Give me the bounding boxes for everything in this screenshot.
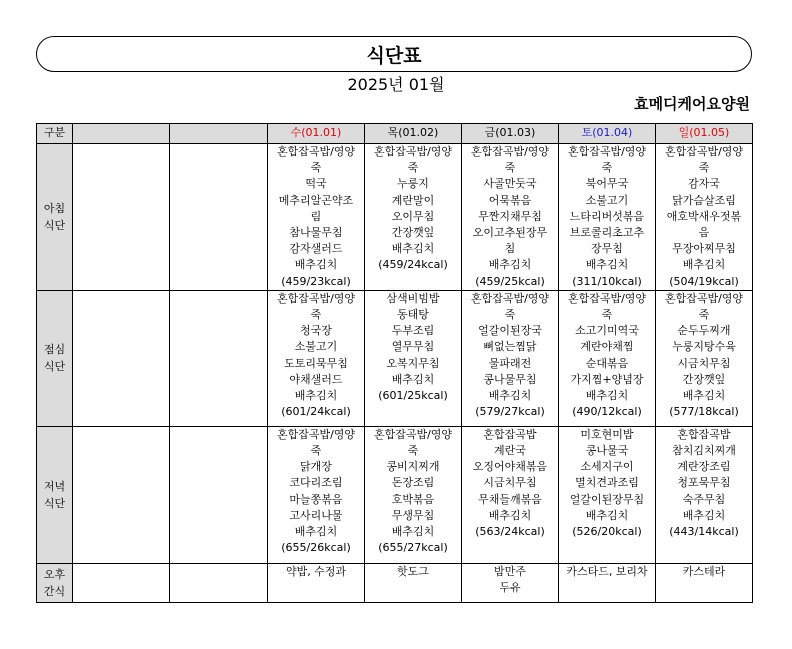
menu-line: 미호현미밥 [580,427,634,441]
organization-name: 효메디케어요양원 [634,95,750,113]
title-banner [36,36,752,72]
meal-cell [656,426,753,563]
menu-line: 침 [504,242,516,256]
menu-line: (459/23kcal) [281,274,351,288]
menu-line: (577/18kcal) [669,405,739,419]
menu-line: 참나물무침 [289,226,343,240]
menu-line: 무장아찌무침 [672,242,736,256]
header-day-1: 수(01.01) [268,124,365,144]
menu-line: 배추김치 [682,508,726,522]
menu-line: 열무무침 [391,340,435,354]
lunch-row [37,290,753,426]
menu-line: (459/25kcal) [475,274,545,288]
menu-line: 배추김치 [488,389,532,403]
menu-line: 순두두찌개 [677,324,731,338]
menu-line: 동태탕 [397,308,429,322]
menu-line: 콩나물국 [585,444,629,458]
menu-line: 혼합잡곡밥/영양 [373,427,453,441]
menu-line: (601/25kcal) [378,389,448,403]
meal-cell [462,563,559,602]
meal-cell [462,290,559,426]
meal-cell [268,144,365,291]
menu-line: 감자국 [688,177,720,191]
menu-line: (579/27kcal) [475,405,545,419]
menu-line: 어묵볶음 [488,193,532,207]
menu-line: 호박볶음 [391,492,435,506]
menu-line: 사골만둣국 [483,177,537,191]
blank-cell [73,144,170,291]
blank-cell [170,290,268,426]
menu-line: 계란장조림 [677,460,731,474]
menu-line: 카스테라 [682,564,726,578]
header-row [37,124,753,144]
blank-cell [73,290,170,426]
menu-line: 마늘쫑볶음 [289,492,343,506]
menu-line: 죽 [407,161,419,175]
menu-line: 닭가슴살조림 [672,193,736,207]
menu-line: 시금치무침 [483,476,537,490]
menu-line: (443/14kcal) [669,525,739,539]
menu-line: 느타리버섯볶음 [569,209,645,223]
menu-line: 오복지무침 [386,356,440,370]
menu-line: 혼합잡곡밥/영양 [373,145,453,158]
menu-line: 뼈없는찜닭 [483,340,537,354]
menu-line: 순대볶음 [585,356,629,370]
header-blank-1 [73,124,170,144]
meal-cell [268,426,365,563]
menu-line: 죽 [310,308,322,322]
blank-cell [73,563,170,602]
blank-cell [170,144,268,291]
header-day-4: 토(01.04) [559,124,656,144]
menu-line: (655/27kcal) [378,541,448,555]
blank-cell [170,426,268,563]
menu-line: 혼합잡곡밥/영양 [664,145,744,158]
menu-line: 배추김치 [585,389,629,403]
menu-line: 얼갈이된장국 [478,324,542,338]
menu-line: 야채샐러드 [289,372,343,386]
meal-cell [268,563,365,602]
menu-line: 닭개장 [300,460,332,474]
menu-line: 북어무국 [585,177,629,191]
menu-line: 콩나물무침 [483,372,537,386]
meal-cell [365,426,462,563]
meal-table [36,123,753,603]
menu-line: (526/20kcal) [572,525,642,539]
menu-line: 청포묵무침 [677,476,731,490]
menu-line: 누룽지 [397,177,429,191]
menu-line: (459/24kcal) [378,258,448,272]
menu-line: 소불고기 [294,340,338,354]
meal-label-lunch: 점심 식단 [37,290,73,426]
menu-line: 배추김치 [391,372,435,386]
meal-cell [559,290,656,426]
menu-line: 돈장조림 [391,476,435,490]
dinner-row [37,426,753,563]
menu-line: 메추리알곤약조 [278,193,354,207]
menu-line: 떡국 [305,177,327,191]
blank-cell [170,563,268,602]
meal-cell [656,563,753,602]
menu-line: 밤만주 [494,564,526,578]
menu-line: 혼합잡곡밥 [677,427,731,441]
meal-cell [365,144,462,291]
menu-line: 배추김치 [391,242,435,256]
meal-cell [656,290,753,426]
blank-cell [73,426,170,563]
meal-label-dinner: 저녁 식단 [37,426,73,563]
menu-line: 간장깻잎 [682,372,726,386]
menu-line: 브로콜리초고추 [569,226,645,240]
menu-line: 혼합잡곡밥/영양 [276,427,356,441]
menu-line: 죽 [310,161,322,175]
header-blank-2 [170,124,268,144]
menu-line: 죽 [504,308,516,322]
menu-line: 배추김치 [294,389,338,403]
meal-cell [559,426,656,563]
menu-line: 삼색비빔밥 [386,291,440,305]
header-day-3: 금(01.03) [462,124,559,144]
menu-line: 죽 [698,161,710,175]
menu-line: 죽 [407,444,419,458]
menu-line: 림 [310,209,322,223]
menu-line: 혼합잡곡밥/영양 [567,291,647,305]
header-day-5: 일(01.05) [656,124,753,144]
menu-line: 물파래전 [488,356,532,370]
period-label: 2025년 01월 [347,75,445,94]
menu-line: 죽 [601,161,613,175]
menu-line: 가지찜+양념장 [570,372,644,386]
menu-line: (490/12kcal) [572,405,642,419]
menu-line: 감자샐러드 [289,242,343,256]
menu-line: (601/24kcal) [281,405,351,419]
meal-cell [268,290,365,426]
meal-cell [559,144,656,291]
menu-line: 얼갈이된장무침 [569,492,645,506]
menu-line: 배추김치 [682,258,726,272]
menu-line: 소불고기 [585,193,629,207]
meal-cell [462,426,559,563]
page-title: 식단표 [366,44,422,67]
menu-line: 오이고추된장무 [472,226,548,240]
menu-line: 계란국 [494,444,526,458]
menu-line: 애호박새우젓볶 [666,209,742,223]
meal-label-breakfast: 아침 식단 [37,144,73,291]
menu-line: (563/24kcal) [475,525,545,539]
menu-line: 계란야채찜 [580,340,634,354]
menu-line: 약밥, 수정과 [285,564,347,578]
menu-line: 죽 [601,308,613,322]
menu-line: 콩비지찌개 [386,460,440,474]
menu-line: 오이무침 [391,209,435,223]
menu-line: 두부조림 [391,324,435,338]
menu-line: 카스타드, 보리차 [566,564,648,578]
menu-line: 무짠지채무침 [478,209,542,223]
header-day-2: 목(01.02) [365,124,462,144]
menu-line: 혼합잡곡밥/영양 [664,291,744,305]
menu-line: 혼합잡곡밥/영양 [276,291,356,305]
menu-line: 배추김치 [488,508,532,522]
menu-line: 혼합잡곡밥/영양 [276,145,356,158]
menu-line: 장무침 [591,242,623,256]
menu-line: 혼합잡곡밥/영양 [470,291,550,305]
menu-line: 배추김치 [488,258,532,272]
menu-line: 멸치견과조림 [575,476,639,490]
menu-line: 죽 [698,308,710,322]
menu-line: 혼합잡곡밥 [483,427,537,441]
menu-line: (311/10kcal) [572,274,642,288]
menu-line: 두유 [499,581,521,595]
menu-line: 배추김치 [682,389,726,403]
menu-line: 코다리조림 [289,476,343,490]
meal-cell [559,563,656,602]
menu-line: 고사리나물 [289,508,343,522]
menu-line: 죽 [310,444,322,458]
menu-line: 무생무침 [391,508,435,522]
menu-line: 혼합잡곡밥/영양 [567,145,647,158]
meal-cell [365,290,462,426]
meal-cell [656,144,753,291]
menu-line: 소세지구이 [580,460,634,474]
meal-cell [462,144,559,291]
menu-line: 죽 [504,161,516,175]
meal-label-snack: 오후 간식 [37,563,73,602]
menu-line: 오징어야채볶음 [472,460,548,474]
menu-line: 배추김치 [294,525,338,539]
menu-line: 혼합잡곡밥/영양 [470,145,550,158]
header-category: 구분 [37,124,73,144]
snack-row [37,563,753,602]
menu-line: 배추김치 [585,508,629,522]
menu-line: 참치김치찌개 [672,444,736,458]
menu-line: (655/26kcal) [281,541,351,555]
menu-line: 핫도그 [397,564,429,578]
breakfast-row [37,144,753,291]
meal-cell [365,563,462,602]
menu-line: 소고기미역국 [575,324,639,338]
menu-line: 무채들깨볶음 [478,492,542,506]
menu-line: 도토리묵무침 [284,356,348,370]
menu-line: 숙주무침 [682,492,726,506]
menu-line: 배추김치 [294,258,338,272]
menu-line: 청국장 [300,324,332,338]
menu-line: (504/19kcal) [669,274,739,288]
menu-line: 배추김치 [585,258,629,272]
menu-line: 배추김치 [391,525,435,539]
menu-line: 음 [698,226,710,240]
menu-line: 간장깻잎 [391,226,435,240]
menu-line: 누룽지탕수육 [672,340,736,354]
menu-line: 계란말이 [391,193,435,207]
menu-line: 시금치무침 [677,356,731,370]
